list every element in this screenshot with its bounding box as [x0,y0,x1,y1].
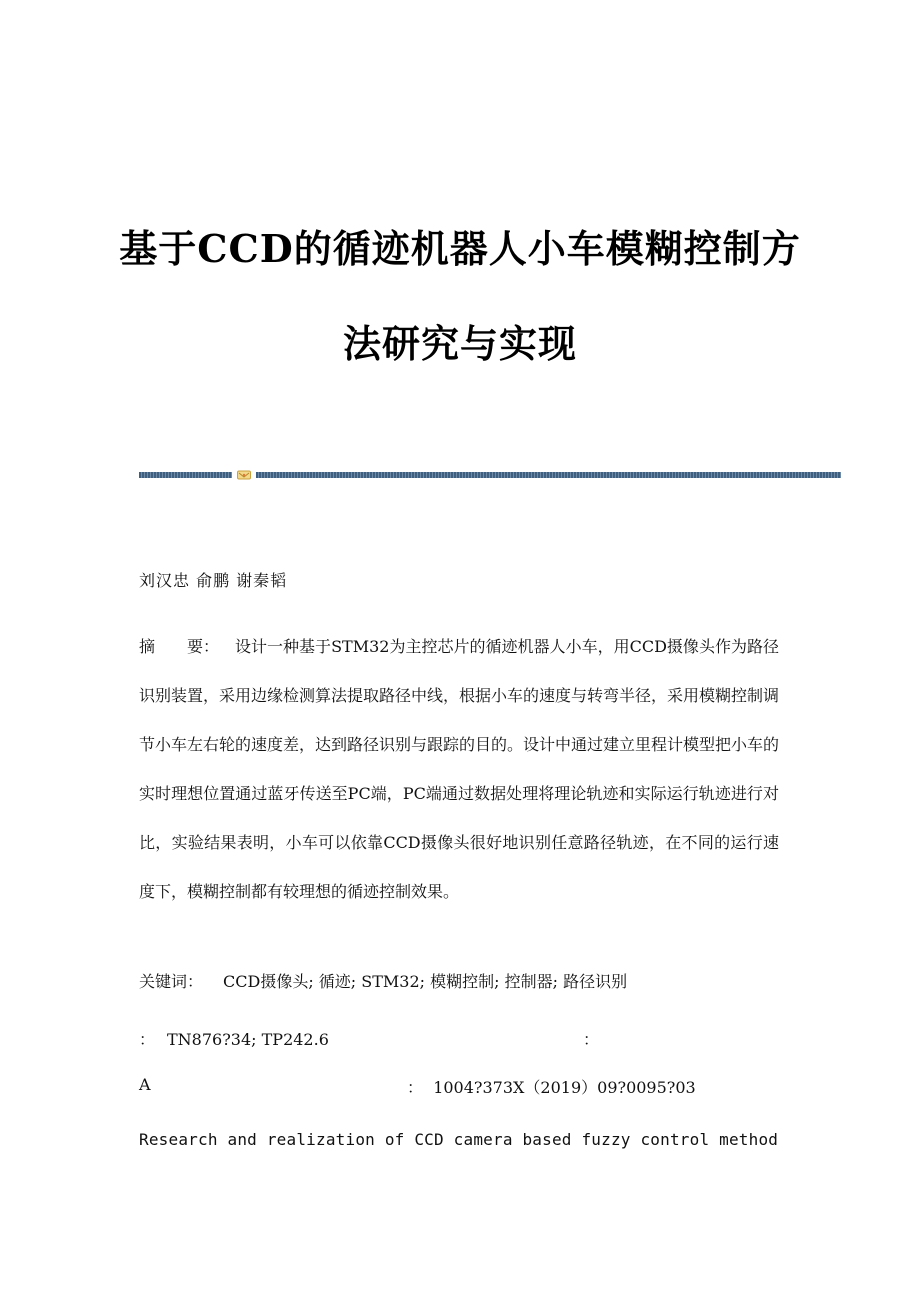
keywords-text: CCD摄像头; 循迹; STM32; 模糊控制; 控制器; 路径识别 [223,972,628,991]
article-number: 1004?373X（2019）09?0095?03 [433,1078,696,1097]
document-code-line [139,1075,779,1097]
abstract-label: 摘 要： [139,637,220,656]
keywords-line [139,969,627,992]
classification-line [139,1027,779,1050]
title-line-2: 法研究与实现 [342,321,577,366]
abstract-text: 设计一种基于STM32为主控芯片的循迹机器人小车，用CCD摄像头作为路径识别装置，采用边缘检测算法提取路径中线，根据小车的速度与转弯半径，采用模糊控制调节小车左右轮的速度差，达到路径识别与跟踪的目的。设计中通过建立里程计模型把小车的实时理想位置通过蓝牙传送至PC端，PC端通过数据处理将理论轨迹和实际运行轨迹进行对比，实验结果表明，小车可以依靠CCD摄像头很好地识别任意路径轨迹，在不同的运行速度下，模糊控制都有较理想的循迹控制效果。 [139,637,780,901]
article-number-colon: ： [407,1078,424,1097]
divider-ornament-icon [237,469,251,481]
classification-colon: ： [139,1030,156,1049]
title-line-1: 基于CCD的循迹机器人小车模糊控制方 [119,226,801,271]
english-title: Research and realization of CCD camera based fuzzy control method [139,1130,779,1149]
classification-codes: TN876?34; TP242.6 [167,1030,329,1049]
divider-bar-left [139,472,232,478]
divider-bar-right [256,472,841,478]
keywords-label: 关键词： [139,972,204,991]
document-code: A [139,1075,151,1094]
section-divider [139,469,841,481]
author-list: 刘汉忠 俞鹏 谢秦韬 [139,571,288,590]
classification-colon-right: ： [583,1030,600,1049]
article-number-field [407,1075,696,1098]
abstract-paragraph [139,622,779,916]
